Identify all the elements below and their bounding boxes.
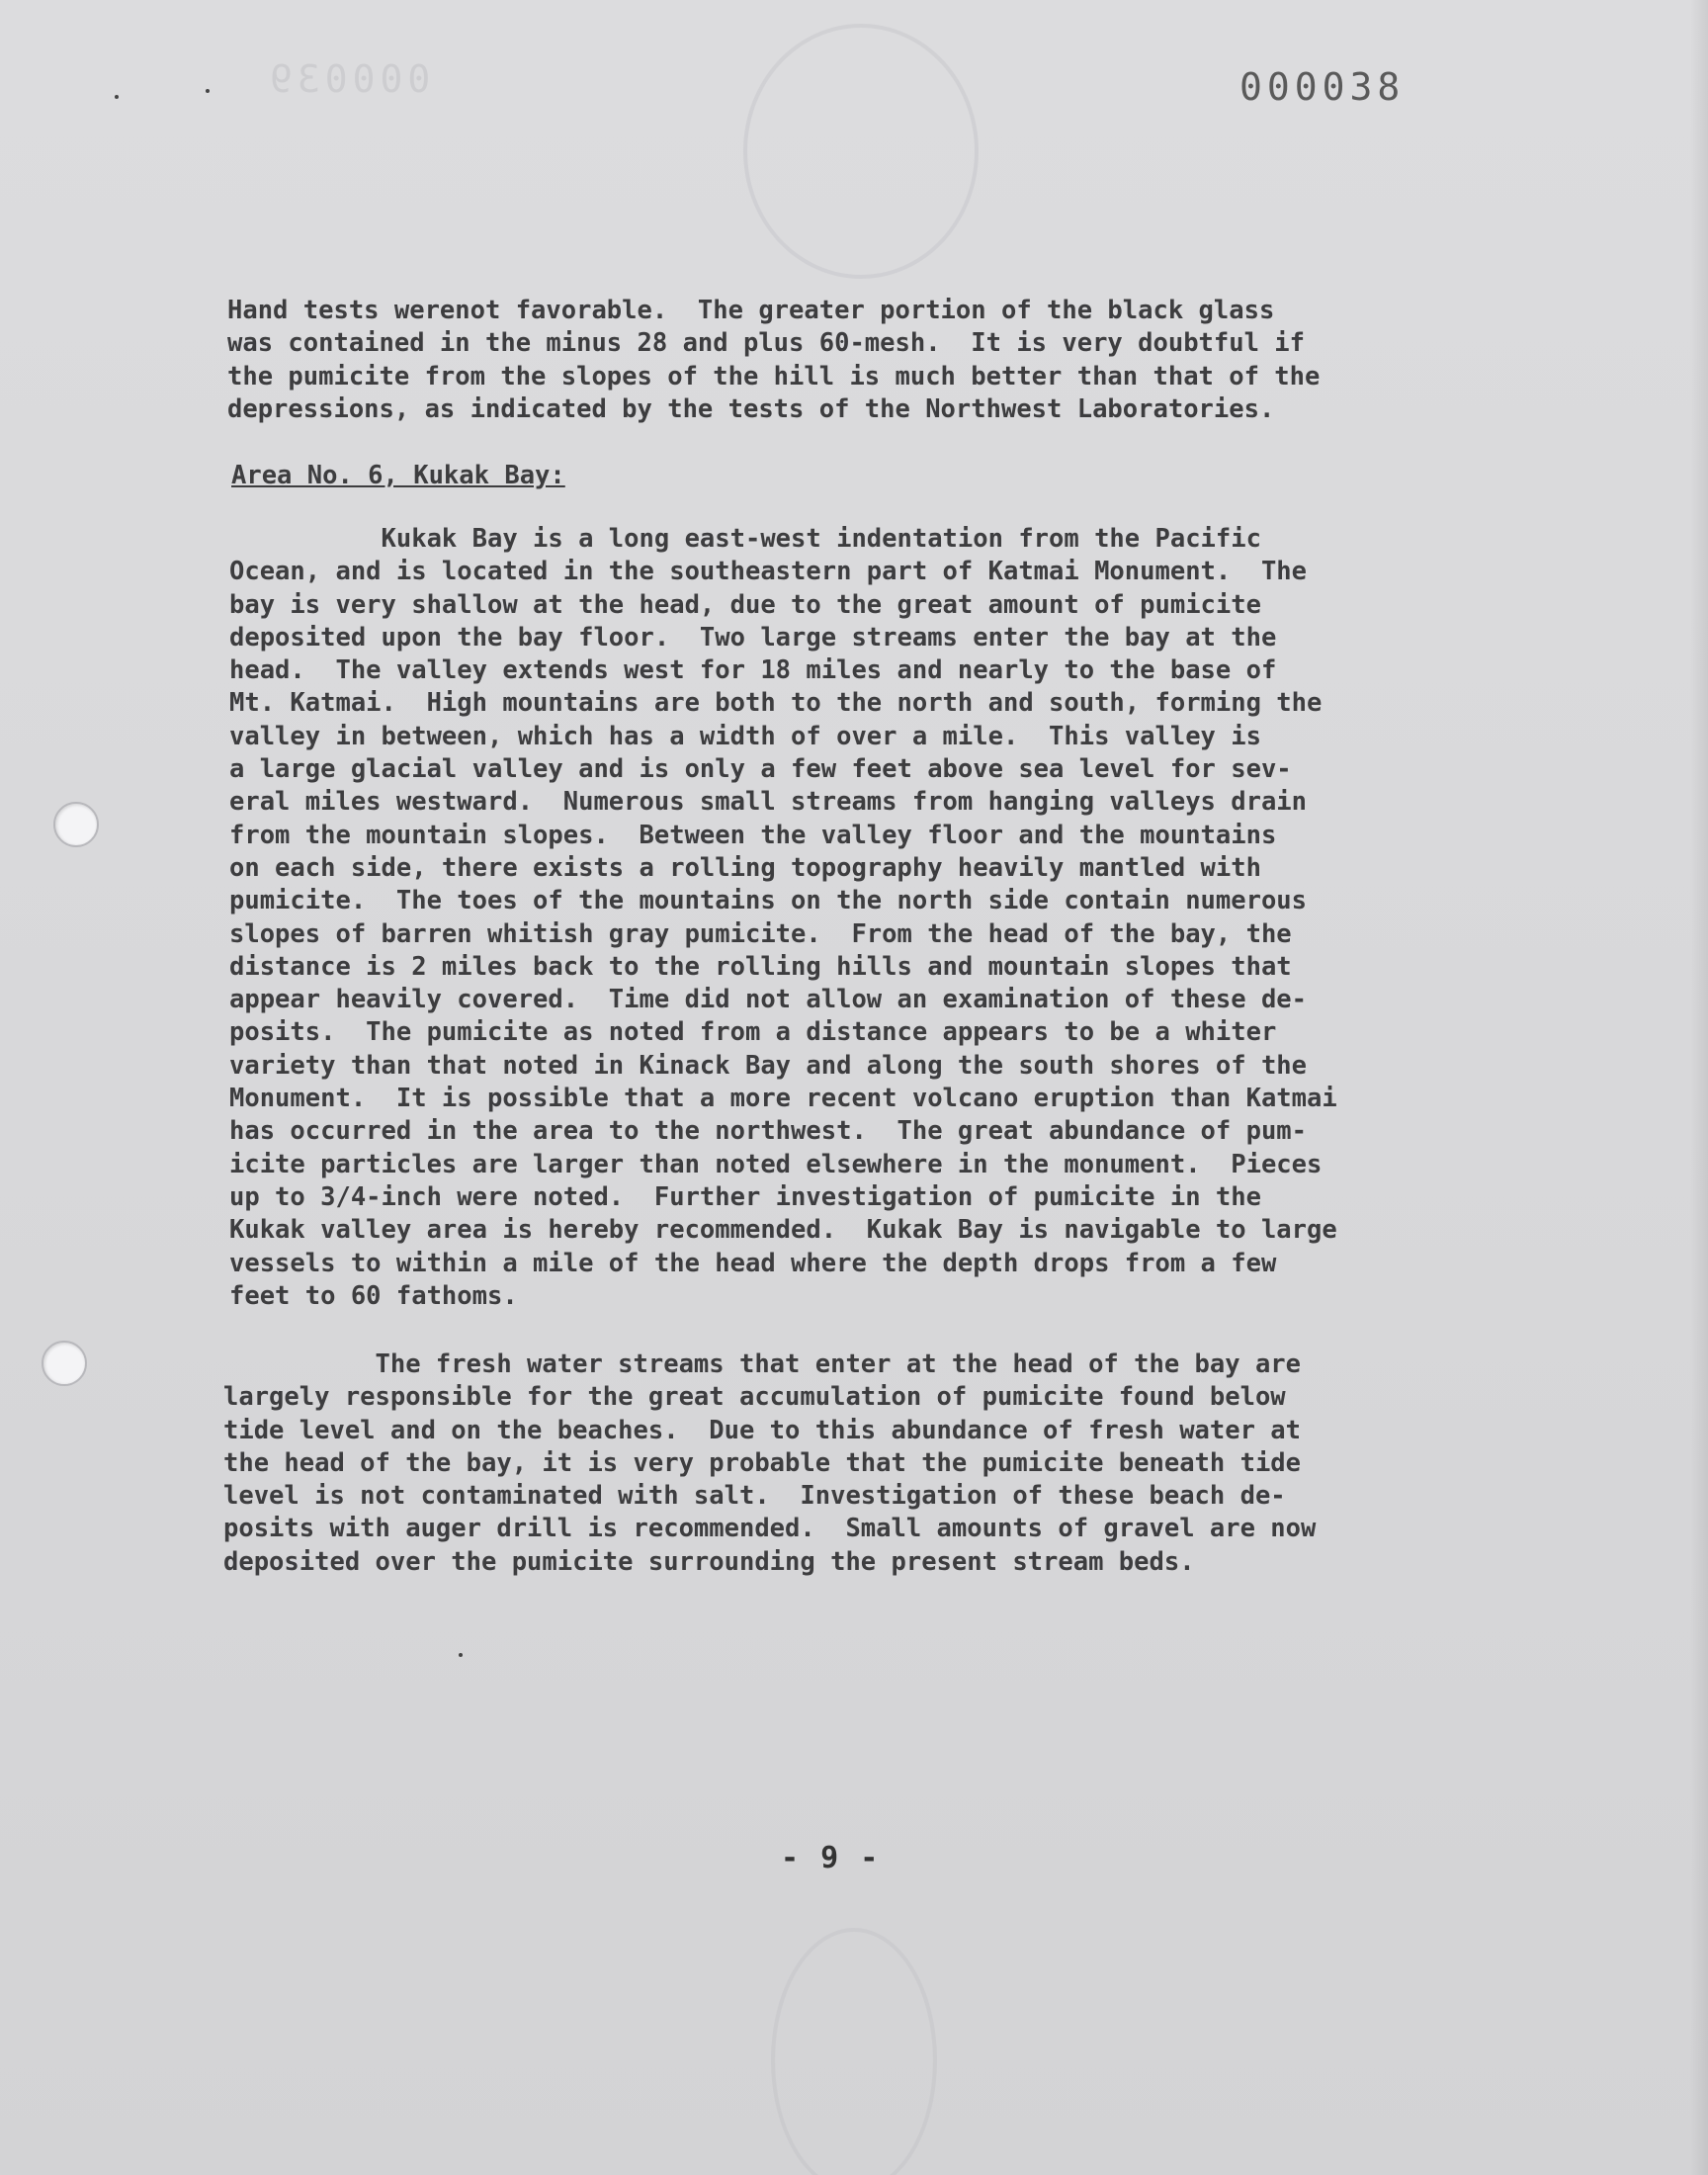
faint-seal-bottom (771, 1928, 937, 2175)
ink-speck (115, 95, 119, 99)
punch-hole (53, 802, 99, 847)
document-number: 000038 (1239, 65, 1406, 109)
intro-paragraph: Hand tests werenot favorable. The greater portion of the black glass was contained in the minus 28 and plus 60-mesh. It is very doubtful if the pumicite from the slopes of the hill is much better than that of the depressions, as indicated by the tests of the Northwest Laboratories. (227, 296, 1321, 424)
page-number: - 9 - (781, 1841, 881, 1875)
section-heading: Area No. 6, Kukak Bay: (231, 461, 565, 490)
body-paragraph: The fresh water streams that enter at the head of the bay are largely responsible for the great accumulation of pumicite found below tide level and on the beaches. Due to this abundance of fresh water at the head of the bay, it is very probable that the pumicite beneath tide level is not contaminated with salt. Investigation of these beach de- posits with auger drill is recommended. Small amounts of gravel are now deposited over the pumicite surrounding the present stream beds. (223, 1349, 1317, 1577)
punch-hole (42, 1341, 87, 1386)
ink-speck (206, 89, 210, 93)
faint-seal-top (743, 24, 979, 279)
ink-speck (459, 1653, 463, 1657)
bleed-through-number: 000039 (265, 57, 431, 101)
page-edge-shadow (1690, 0, 1708, 2175)
body-paragraph: Kukak Bay is a long east-west indentation from the Pacific Ocean, and is located in the southeastern part of Katmai Monument. The bay is very shallow at the head, due to the great amount of pumicite deposited upon the bay floor. Two large streams enter the bay at the head. The valley extends west for 18 miles and nearly to the base of Mt. Katmai. High mountains are both to the north and south, forming the valley in between, which has a width of over a mile. This valley is a large glacial valley and is only a few feet above sea level for sev- eral miles westward. Numerous small streams from hanging valleys drain from the mountain slopes. Between the valley floor and the mountains on each side, there exists a rolling topography heavily mantled with pumicite. The toes of the mountains on the north side contain numerous slopes of barren whitish gray pumicite. From the head of the bay, the distance is 2 miles back to the rolling hills and mountain slopes that appear heavily covered. Time did not allow an examination of these de- posits. The pumicite as noted from a distance appears to be a whiter variety than that noted in Kinack Bay and along the south shores of the Monument. It is possible that a more recent volcano eruption than Katmai has occurred in the area to the northwest. The great abundance of pum- icite particles are larger than noted elsewhere in the monument. Pieces up to 3/4-inch were noted. Further investigation of pumicite in the Kukak valley area is hereby recommended. Kukak Bay is navigable to large vessels to within a mile of the head where the depth drops from a few feet to 60 fathoms. (229, 524, 1337, 1311)
